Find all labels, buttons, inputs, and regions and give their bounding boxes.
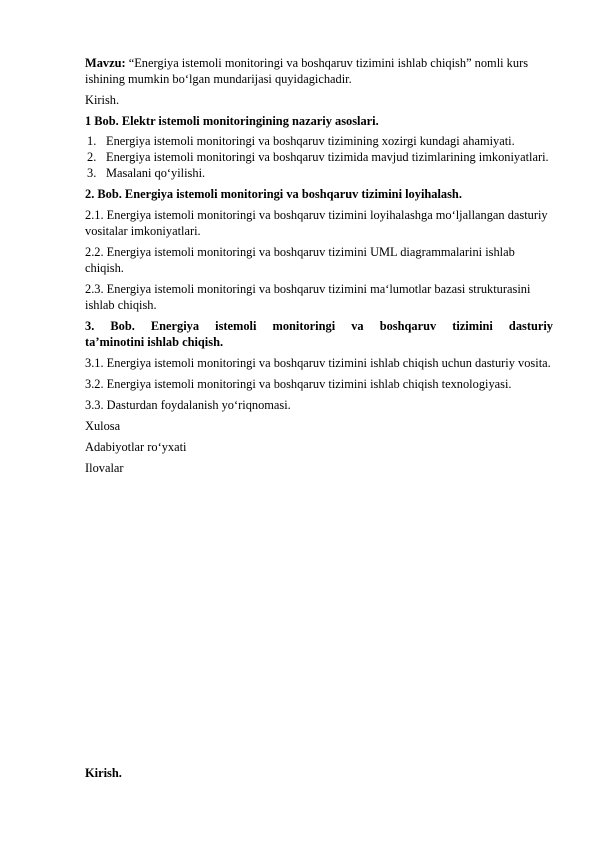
list-item-text: Masalani qo‘yilishi. xyxy=(106,166,206,180)
appendix-entry: Ilovalar xyxy=(85,461,124,475)
list-item xyxy=(85,165,553,181)
chapter-1-title: 1 Bob. Elektr istemoli monitoringining nazariy asoslari. xyxy=(85,114,379,128)
list-item xyxy=(85,149,553,165)
list-item-number: 1. xyxy=(87,134,97,148)
section-2-2: 2.2. Energiya istemoli monitoringi va boshqaruv tizimini UML diagrammalarini ishlab chiqish. xyxy=(85,245,515,275)
list-item-number: 2. xyxy=(87,150,97,164)
section-3-2: 3.2. Energiya istemoli monitoringi va boshqaruv tizimini ishlab chiqish texnologiyasi. xyxy=(85,377,512,391)
list-item xyxy=(85,133,553,149)
list-item-number: 3. xyxy=(87,166,97,180)
topic-paragraph xyxy=(85,55,553,87)
chapter-3-title-line-1: 3. Bob. Energiya istemoli monitoringi va boshqaruv tizimini dasturiy xyxy=(85,319,553,333)
chapter-1-list xyxy=(85,133,553,181)
section-3-3: 3.3. Dasturdan foydalanish yo‘riqnomasi. xyxy=(85,398,291,412)
chapter-3-title-line-2: ta’minotini ishlab chiqish. xyxy=(85,335,224,349)
topic-text: “Energiya istemoli monitoringi va boshqaruv tizimini ishlab chiqish” nomli kurs ishining mumkin bo‘lgan mundarijasi quyidagichadir. xyxy=(85,56,529,86)
intro-entry: Kirish. xyxy=(85,93,120,107)
list-item-text: Energiya istemoli monitoringi va boshqaruv tizimining xozirgi kundagi ahamiyati. xyxy=(106,134,515,148)
intro-heading: Kirish. xyxy=(85,766,122,780)
chapter-3-title xyxy=(85,318,553,350)
section-2-3: 2.3. Energiya istemoli monitoringi va boshqaruv tizimini ma‘lumotlar bazasi strukturasini ishlab chiqish. xyxy=(85,282,531,312)
topic-label: Mavzu: xyxy=(85,56,126,70)
section-2-1: 2.1. Energiya istemoli monitoringi va boshqaruv tizimini loyihalashga mo‘ljallangan dasturiy vositalar imkoniyatlari. xyxy=(85,208,548,238)
conclusion-entry: Xulosa xyxy=(85,419,121,433)
chapter-2-title: 2. Bob. Energiya istemoli monitoringi va boshqaruv tizimini loyihalash. xyxy=(85,187,462,201)
table-of-contents xyxy=(85,55,553,481)
references-entry: Adabiyotlar ro‘yxati xyxy=(85,440,187,454)
section-3-1: 3.1. Energiya istemoli monitoringi va boshqaruv tizimini ishlab chiqish uchun dasturiy vosita. xyxy=(85,356,551,370)
list-item-text: Energiya istemoli monitoringi va boshqaruv tizimida mavjud tizimlarining imkoniyatlari. xyxy=(106,150,549,164)
